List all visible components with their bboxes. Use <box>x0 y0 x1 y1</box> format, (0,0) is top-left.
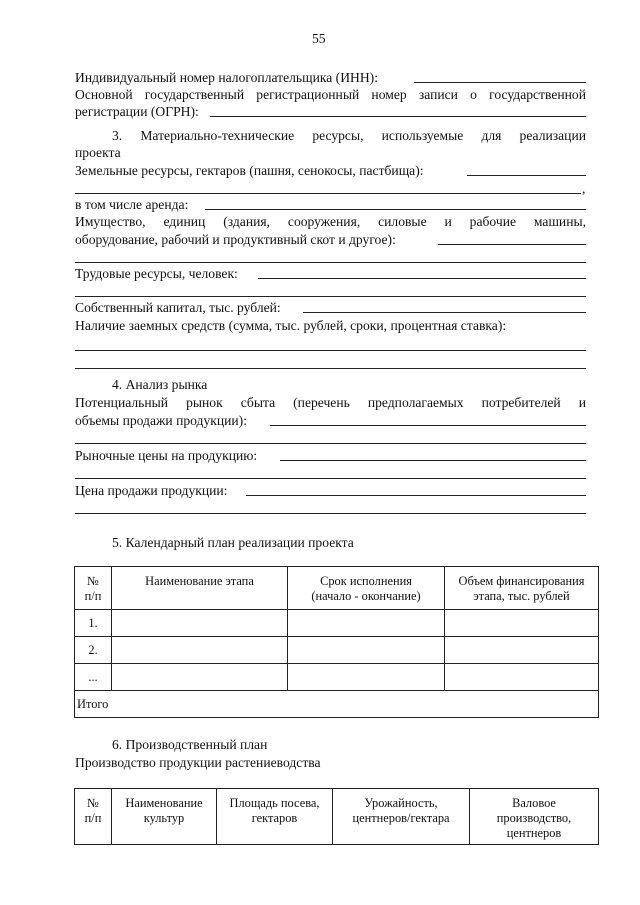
loans-field-line-1[interactable] <box>75 350 586 351</box>
market-label-line2: объемы продажи продукции): <box>75 413 247 428</box>
header-text: центнеров/гектара <box>352 811 450 825</box>
ogrn-label-line1: Основной государственный регистрационный номер записи о государственной <box>75 87 586 102</box>
header-cell-gross-production <box>470 789 599 845</box>
loans-label: Наличие заемных средств (сумма, тыс. рублей, сроки, процентная ставка): <box>75 318 507 333</box>
header-text: центнеров <box>506 826 562 840</box>
table-header-row <box>75 789 599 845</box>
land-resources-field-line[interactable] <box>467 175 586 176</box>
table-row <box>75 664 599 691</box>
loans-field-line-2[interactable] <box>75 368 586 369</box>
header-cell-yield <box>333 789 470 845</box>
crop-production-table <box>74 788 599 845</box>
table-cell[interactable] <box>445 637 599 664</box>
inn-label: Индивидуальный номер налогоплательщика (ИНН): <box>75 70 378 85</box>
header-text: Срок исполнения <box>320 574 412 588</box>
section6-heading: 6. Производственный план <box>112 737 268 752</box>
row-number: 1. <box>88 615 98 630</box>
rent-field-line[interactable] <box>205 209 586 210</box>
section5-heading: 5. Календарный план реализации проекта <box>112 535 354 550</box>
land-resources-field-line-2[interactable] <box>75 193 581 194</box>
land-resources-comma: , <box>582 181 586 196</box>
land-resources-label: Земельные ресурсы, гектаров (пашня, сенокосы, пастбища): <box>75 163 424 178</box>
header-text: п/п <box>84 589 102 603</box>
table-total-row <box>75 691 599 718</box>
header-cell-stage <box>112 567 288 610</box>
ogrn-field-line[interactable] <box>210 116 586 117</box>
sale-price-field-line-2[interactable] <box>75 513 586 514</box>
table-cell[interactable] <box>445 610 599 637</box>
table-header-row <box>75 567 599 610</box>
table-row <box>75 637 599 664</box>
labor-resources-field-line-2[interactable] <box>75 296 586 297</box>
header-text: Урожайность, <box>364 796 438 810</box>
inn-field-line[interactable] <box>414 82 586 83</box>
table-cell[interactable] <box>288 610 445 637</box>
header-text: п/п <box>84 811 102 825</box>
row-number: 2. <box>88 642 98 657</box>
total-label: Итого <box>77 696 109 711</box>
header-text: Наименование этапа <box>145 574 254 588</box>
header-text: Валовое <box>512 796 556 810</box>
sale-price-field-line[interactable] <box>246 495 586 496</box>
own-capital-label: Собственный капитал, тыс. рублей: <box>75 300 281 315</box>
table-cell[interactable] <box>288 664 445 691</box>
rent-label: в том числе аренда: <box>75 197 189 212</box>
market-prices-field-line[interactable] <box>280 460 586 461</box>
header-cell-financing <box>445 567 599 610</box>
labor-resources-field-line[interactable] <box>258 278 586 279</box>
header-text: Наименование <box>125 796 203 810</box>
sale-price-label: Цена продажи продукции: <box>75 483 228 498</box>
header-text: № <box>87 796 99 810</box>
row-number-cell <box>75 637 112 664</box>
table-cell[interactable] <box>112 664 288 691</box>
calendar-plan-table <box>74 566 599 718</box>
property-label-line1: Имущество, единиц (здания, сооружения, силовые и рабочие машины, <box>75 214 586 229</box>
market-prices-label: Рыночные цены на продукцию: <box>75 448 258 463</box>
section4-heading: 4. Анализ рынка <box>112 377 208 392</box>
market-field-line-2[interactable] <box>75 443 586 444</box>
property-field-line[interactable] <box>438 244 586 245</box>
header-cell-number <box>75 789 112 845</box>
table-cell[interactable] <box>288 637 445 664</box>
header-cell-number <box>75 567 112 610</box>
market-prices-field-line-2[interactable] <box>75 478 586 479</box>
section3-heading-line1: 3. Материально-технические ресурсы, используемые для реализации <box>112 128 586 143</box>
property-field-line-2[interactable] <box>75 262 586 263</box>
section3-heading-line2: проекта <box>75 145 121 160</box>
own-capital-field-line[interactable] <box>303 312 586 313</box>
market-field-line[interactable] <box>270 425 586 426</box>
property-label-line2: оборудование, рабочий и продуктивный скот и другое): <box>75 232 396 247</box>
table-row <box>75 610 599 637</box>
table-cell[interactable] <box>445 664 599 691</box>
header-cell-term <box>288 567 445 610</box>
ogrn-label-line2: регистрации (ОГРН): <box>75 104 199 119</box>
row-number: ... <box>88 669 98 684</box>
header-text: производство, <box>496 811 572 825</box>
header-text: гектаров <box>251 811 298 825</box>
header-cell-area <box>217 789 333 845</box>
header-text: № <box>87 574 99 588</box>
header-text: культур <box>143 811 185 825</box>
row-number-cell <box>75 664 112 691</box>
section6-subheading: Производство продукции растениеводства <box>75 755 321 770</box>
header-text: этапа, тыс. рублей <box>473 589 570 603</box>
total-cell[interactable] <box>75 691 599 718</box>
header-text: Объем финансирования <box>458 574 585 588</box>
table-cell[interactable] <box>112 637 288 664</box>
row-number-cell <box>75 610 112 637</box>
header-text: Площадь посева, <box>229 796 320 810</box>
header-cell-crop <box>112 789 217 845</box>
labor-resources-label: Трудовые ресурсы, человек: <box>75 266 238 281</box>
page-number: 55 <box>312 31 326 46</box>
table-cell[interactable] <box>112 610 288 637</box>
market-label-line1: Потенциальный рынок сбыта (перечень предполагаемых потребителей и <box>75 395 586 410</box>
header-text: (начало - окончание) <box>311 589 421 603</box>
